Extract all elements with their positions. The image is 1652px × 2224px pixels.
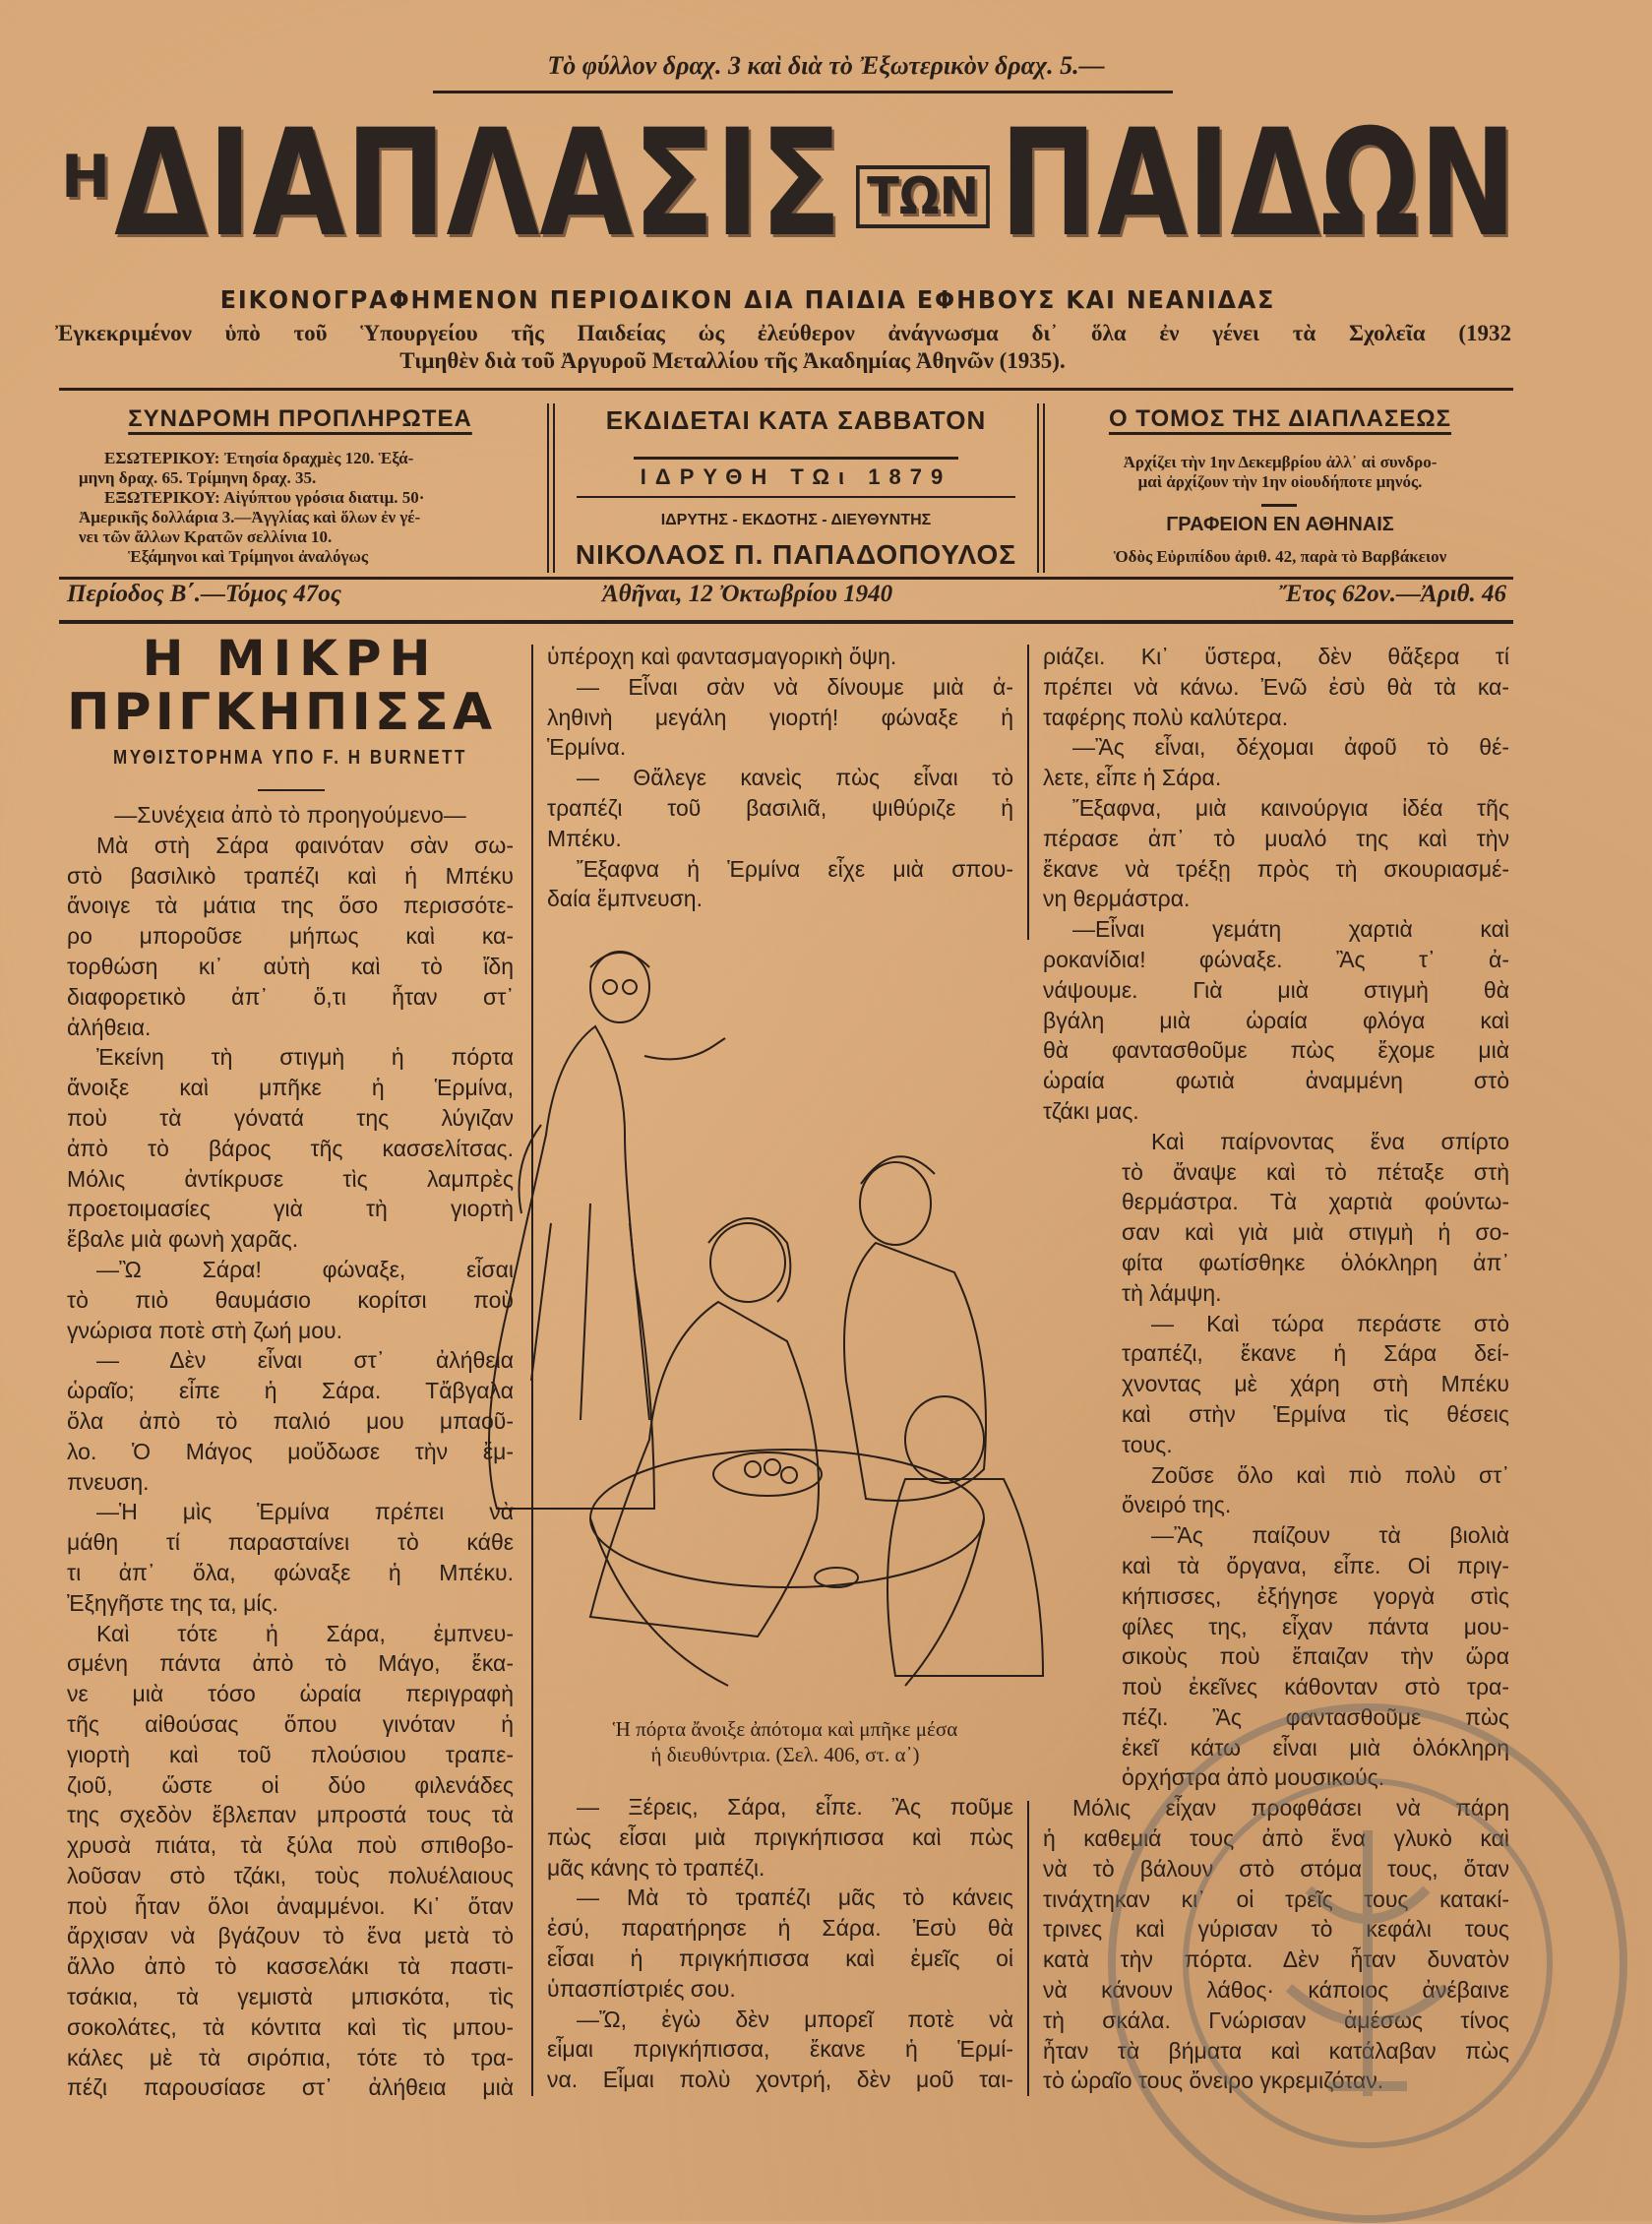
article-text-line: Καὶ τότε ἡ Σάρα, ἐμπνευ- — [96, 1620, 514, 1646]
seated-figure — [844, 1156, 1043, 1676]
article-text-line: τὸ ἄναψε καὶ τὸ πέταξε στὴ — [1122, 1158, 1509, 1185]
caption-line: Ἡ πόρτα ἄνοιξε ἀπότομα καὶ μπῆκε μέσα — [612, 1717, 958, 1741]
article-text-line: λο. Ὁ Μάγος μοὔδωσε τὴν ἔμ- — [67, 1438, 514, 1464]
article-text-line: —Ἂς παίζουν τὰ βιολιὰ — [1151, 1522, 1509, 1549]
article-text-line: να. Εἶμαι πολὺ χοντρή, δὲν μοῦ ται- — [547, 2067, 1013, 2093]
box-divider — [553, 403, 555, 573]
article-text-line: λετε, εἶπε ἡ Σάρα. — [1043, 765, 1222, 791]
article-text-line: πρέπει νὰ κάνω. Ἐνῶ ἐσὺ θὰ τὰ κα- — [1043, 673, 1509, 700]
article-text-line: — Μὰ τὸ τραπέζι μᾶς τὸ κάνεις — [577, 1884, 1013, 1911]
article-title-line1: Η ΜΙΚΡΗ — [142, 630, 439, 687]
article-text-line: μᾶς κάνης τὸ τραπέζι. — [547, 1854, 765, 1881]
article-text-line: σμένη πάντα ἀπὸ τὸ Μάγο, ἔκα- — [67, 1650, 514, 1677]
article-text-line: διαφορετικὸ ἀπ᾿ ὅ,τι ἦταν στ᾿ — [67, 983, 514, 1010]
article-text-line: τὸ ὡραῖο τους ὄνειρο γκρεμιζόταν. — [1043, 2068, 1384, 2094]
article-text-line: σικοὺς ποὺ ἔπαιζαν τὴν ὥρα — [1122, 1643, 1509, 1670]
office-title: ΓΡΑΦΕΙΟΝ ΕΝ ΑΘΗΝΑΙΣ — [1166, 514, 1394, 535]
article-text-line: —Ἂς εἶναι, δέχομαι ἀφοῦ τὸ θέ- — [1072, 734, 1509, 761]
article-text-line: ἡ καθεμιά τους ἀπὸ ἕνα γλυκὸ καὶ — [1043, 1825, 1509, 1852]
article-text-line: Ζοῦσε ὅλο καὶ πιὸ πολὺ στ᾿ — [1151, 1461, 1509, 1488]
article-text-line: τορθώση κι᾿ αὐτὴ καὶ τὸ ἴδη — [67, 953, 514, 979]
article-text-line: Ἔξαφνα, μιὰ καινούργια ἰδέα τῆς — [1072, 794, 1509, 821]
article-text-line: Μόλις εἶχαν προφθάσει νὰ πάρη — [1072, 1795, 1509, 1822]
caption-line: ἡ διευθύντρια. (Σελ. 406, στ. α᾿) — [650, 1743, 920, 1766]
article-text-line: ἄρχισαν νὰ βγάζουν τὸ ἕνα μετὰ τὸ — [67, 1923, 514, 1949]
issue-number: Ἔτος 62ον.—Ἀριθ. 46 — [1278, 581, 1506, 607]
article-text-line: ὄνειρό της. — [1122, 1492, 1232, 1518]
box-divider — [1037, 403, 1039, 573]
article-text-line: στὸ βασιλικὸ τραπέζι καὶ ἡ Μπέκυ — [67, 862, 514, 889]
issue-date: Ἀθῆναι, 12 Ὀκτωβρίου 1940 — [602, 581, 893, 607]
publisher-rule — [577, 496, 1015, 498]
publisher-box — [557, 405, 1035, 573]
header-rule — [59, 388, 1513, 391]
article-text-line: κατὰ τὴν πόρτα. Δὲν ἦταν δυνατὸν — [1043, 1946, 1509, 1973]
article-text-line: Ἑρμίνα. — [547, 734, 627, 761]
article-text-line: πέρασε ἀπ᾿ τὸ μυαλό της καὶ τὴν — [1043, 825, 1509, 851]
continued-note: —Συνέχεια ἀπὸ τὸ προηγούμενο— — [114, 802, 466, 828]
article-text-line: —Ὤ, ἐγὼ δὲν μπορεῖ ποτὲ νὰ — [577, 2006, 1013, 2032]
article-text-line: τὴ λάμψη. — [1122, 1279, 1222, 1306]
article-text-line: κήπισσες, ἐξήγησε γοργὰ στὶς — [1122, 1582, 1509, 1609]
column-rule — [1027, 645, 1029, 940]
info-rule-bottom — [59, 620, 1513, 624]
headmistress-figure — [489, 952, 725, 1509]
article-text-line: — Δὲν εἶναι στ᾿ ἀλήθεια — [96, 1347, 514, 1374]
article-text-line: ποὺ ἐκεῖνες κάθονταν στὸ τρα- — [1122, 1674, 1509, 1700]
article-text-line: δαία ἔμπνευση. — [547, 886, 703, 912]
article-column-2-top — [547, 642, 1013, 914]
volume-box — [1047, 405, 1513, 573]
article-text-line: προετοιμασίες γιὰ τὴ γιορτὴ — [67, 1196, 514, 1222]
article-text-line: ποὺ τὰ γόνατά της λύγιζαν — [67, 1104, 514, 1131]
article-text-line: ἀπὸ τὸ βάρος τῆς κασσελίτσας. — [67, 1135, 514, 1161]
article-text-line: Ἐκείνη τὴ στιγμὴ ἡ πόρτα — [96, 1044, 514, 1071]
article-text-line: — Θἄλεγε κανεὶς πὼς εἶναι τὸ — [577, 765, 1013, 791]
article-text-line: χρυσὰ πιάτα, τὰ ξύλα ποὺ σπιθοβο- — [67, 1832, 514, 1859]
article-text-line: τινάχτηκαν κι᾿ οἱ τρεῖς τους κατακί- — [1043, 1885, 1509, 1912]
article-text-line: φίλες της, εἶχαν πάντα μου- — [1122, 1613, 1509, 1639]
box-divider — [1043, 403, 1045, 573]
article-text-line: γιορτὴ καὶ τοῦ πλούσιου τραπε- — [67, 1741, 514, 1767]
article-text-line: ταφέρης πολὺ καλύτερα. — [1043, 704, 1289, 730]
article-column-1 — [67, 800, 514, 2103]
article-text-line: —Εἶναι γεμάτη χαρτιὰ καὶ — [1072, 916, 1509, 943]
article-text-line: τῆς αἰθούσας ὅπου γινόταν ἡ — [67, 1710, 514, 1737]
issue-period: Περίοδος Β΄.—Τόμος 47ος — [67, 581, 341, 607]
article-text-line: ὑπέροχη καὶ φαντασμαγορικὴ ὄψη. — [547, 644, 897, 669]
article-text-line: ἐσύ, παρατήρησε ἡ Σάρα. Ἐσὺ θὰ — [547, 1915, 1013, 1942]
article-column-2-bottom — [547, 1792, 1013, 2095]
price-line: Τὸ φύλλον δραχ. 3 καὶ διὰ τὸ Ἐξωτερικὸν δραχ. 5.— — [547, 51, 1105, 80]
article-text-line: ρο μποροῦσε μήπως καὶ κα- — [67, 923, 514, 950]
article-text-line: νε μιὰ τόσο ὡραία περιγραφὴ — [67, 1681, 514, 1707]
masthead-title-diaplasis: ΔΙΑΠΛΑΣΙΣ — [114, 98, 842, 270]
article-byline: ΜΥΘΙΣΤΟΡΗΜΑ ΥΠΟ F. H BURNETT — [113, 747, 467, 769]
approval-line: Ἐγκεκριμένον ὑπὸ τοῦ Ὑπουργείου τῆς Παιδείας ὡς ἐλεύθερον ἀνάγνωσμα δι᾿ ὅλα ἐν γένει τὰ Σχολεῖα (1932 — [55, 321, 1511, 345]
article-text-line: τι ἀπ᾿ ὅλα, φώναξε ἡ Μπέκυ. — [67, 1559, 514, 1585]
article-text-line: ὡραῖο; εἶπε ἡ Σάρα. Τἄβγαλα — [67, 1378, 514, 1404]
article-text-line: πὼς εἶσαι μιὰ πριγκήπισσα καὶ πὼς — [547, 1823, 1013, 1850]
article-text-line: της σχεδὸν ἔβλεπαν μπροστά τους τὰ — [67, 1802, 514, 1828]
article-text-line: ἦταν τὰ βήματα καὶ κατάλαβαν πὼς — [1043, 2037, 1509, 2064]
article-text-line: ἄλλο ἀπὸ τὸ κασσελάκι τὰ παστι- — [67, 1953, 514, 1980]
article-text-line: — Ξέρεις, Σάρα, εἶπε. Ἂς ποῦμε — [577, 1794, 1013, 1820]
article-text-line: ἀλήθεια. — [67, 1014, 152, 1040]
article-text-line: Ἐξηγῆστε της τα, μίς. — [67, 1589, 278, 1616]
publisher-role: ΙΔΡΥΤΗΣ - ΕΚΔΟΤΗΣ - ΔΙΕΥΘΥΝΤΗΣ — [660, 512, 932, 528]
article-text-line: νὰ κάνουν λάθος· κάποιος ἀνέβαινε — [1043, 1977, 1509, 2004]
info-rule-top — [59, 577, 1513, 580]
article-text-line: νὰ τὸ βάλουν στὸ στόμα τους, ὅταν — [1043, 1855, 1509, 1882]
volume-line: Ἀρχίζει τὴν 1ην Δεκεμβρίου ἀλλ᾿ αἱ συνδρο- — [1123, 453, 1438, 471]
illustration-caption — [539, 1716, 1031, 1767]
masthead-article: Η — [61, 143, 111, 212]
publisher-title: ΕΚΔΙΔΕΤΑΙ ΚΑΤΑ ΣΑΒΒΑΤΟΝ — [605, 405, 987, 435]
masthead-title-paidon: ΠΑΙΔΩΝ — [1000, 98, 1517, 270]
article-title-line2: ΠΡΙΓΚΗΠΙΣΣΑ — [67, 683, 497, 742]
article-text-line: καὶ τὰ ὄργανα, εἶπε. Οἱ πριγ- — [1122, 1552, 1509, 1578]
article-text-line: πνευση. — [67, 1468, 150, 1495]
article-text-line: —Ἡ μὶς Ἑρμίνα πρέπει νὰ — [96, 1499, 514, 1525]
article-text-line: νάψουμε. Γιὰ μιὰ στιγμὴ θὰ — [1043, 976, 1509, 1003]
article-text-line: γνώρισα ποτὲ στὴ ζωή μου. — [67, 1317, 342, 1343]
article-text-line: τραπέζι, ἔκανε ἡ Σάρα δεί- — [1122, 1340, 1509, 1367]
article-text-line: θερμάστρα. Τὰ χαρτιὰ φούντω- — [1122, 1189, 1509, 1215]
article-text-line: ποὺ ἦταν ὅλοι ἀναμμένοι. Κι᾿ ὅταν — [67, 1892, 514, 1919]
article-text-line: εἶσαι ἡ πριγκήπισσα καὶ ἐμεῖς οἱ — [547, 1945, 1013, 1971]
price-rule — [433, 91, 1173, 93]
article-text-line: τσάκια, τὰ γεμιστὰ μπισκότα, τὶς — [67, 1984, 514, 2010]
article-text-line: ζιοῦ, ὥστε οἱ δύο φιλενάδες — [67, 1771, 514, 1798]
article-text-line: ἔβαλε μιὰ φωνὴ χαρᾶς. — [67, 1226, 299, 1253]
article-text-line: πέζι παρουσίασε στ᾿ ἀλήθεια μιὰ — [67, 2074, 514, 2101]
article-text-line: Μὰ στὴ Σάρα φαινόταν σὰν σω- — [96, 832, 514, 858]
article-text-line: ὀρχήστρα ἀπὸ μουσικούς. — [1122, 1764, 1385, 1791]
article-text-line: τους. — [1122, 1431, 1173, 1457]
article-text-line: σαν καὶ γιὰ μιὰ στιγμὴ ἡ σο- — [1122, 1219, 1509, 1246]
article-text-line: κάλες μὲ τὰ σιρόπια, τότε τὸ τρα- — [67, 2044, 514, 2070]
article-text-line: τζάκι μας. — [1043, 1097, 1139, 1124]
subtitle: ΕΙΚΟΝΟΓΡΑΦΗΜΕΝΟΝ ΠΕΡΙΟΔΙΚΟΝ ΔΙΑ ΠΑΙΔΙΑ ΕΦΗΒΟΥΣ ΚΑΙ ΝΕΑΝΙΔΑΣ — [219, 285, 1276, 314]
article-text-line: σοκολάτες, τὰ κόντιτα καὶ τὶς μπου- — [67, 2013, 514, 2040]
founded-year: ΙΔΡΥΘΗ ΤΩι 1879 — [640, 464, 952, 489]
article-text-line: ἄνοιξε καὶ μπῆκε ἡ Ἑρμίνα, — [67, 1075, 514, 1101]
article-text-line: Μπέκυ. — [547, 825, 622, 851]
masthead-title-ton: ΤΩΝ — [856, 165, 990, 228]
article-text-line: ἄνοιγε τὰ μάτια της ὅσο περισσότε- — [67, 893, 514, 919]
article-text-line: βγάλη μιὰ ὡραία φλόγα καὶ — [1043, 1007, 1509, 1033]
volume-title: Ο ΤΟΜΟΣ ΤΗΣ ΔΙΑΠΛΑΣΕΩΣ — [1108, 405, 1452, 432]
story-illustration — [482, 928, 1112, 1707]
article-text-line: ὑπασπίστριές σου. — [547, 1975, 736, 2002]
article-text-line: ριάζει. Κι᾿ ὕστερα, δὲν θἄξερα τί — [1043, 644, 1509, 669]
subscription-line: Ἀμερικῆς δολλάρια 3.—Ἀγγλίας καὶ ὅλων ἐν γέ- — [79, 508, 421, 526]
archive-stamp — [1092, 1693, 1643, 2224]
volume-line: μαὶ ἀρχίζουν τὴν 1ην οἱουδήποτε μηνός. — [1137, 472, 1423, 491]
subscription-box — [65, 405, 535, 573]
article-text-line: νη θερμάστρα. — [1043, 886, 1191, 912]
article-text-line: ἐκεῖ κάτω εἶναι μιὰ ὁλόκληρη — [1122, 1734, 1509, 1761]
publisher-rule — [634, 457, 958, 460]
article-text-line: φίτα φωτίσθηκε ὁλόκληρη ἀπ᾿ — [1122, 1249, 1509, 1275]
article-text-line: τὸ πιὸ θαυμάσιο κορίτσι ποὺ — [67, 1286, 514, 1313]
subscription-line: μηνη δραχ. 65. Τρίμηνη δραχ. 35. — [79, 468, 317, 487]
article-text-line: τραπέζι τοῦ βασιλιᾶ, ψιθύριζε ἡ — [547, 794, 1013, 821]
article-text-line: θὰ φαντασθοῦμε πὼς ἔχομε μιὰ — [1043, 1037, 1509, 1064]
article-text-line: χνοντας μὲ χάρη στὴ Μπέκυ — [1122, 1371, 1509, 1397]
column-rule — [1027, 1801, 1029, 2096]
subscription-line: ΕΣΩΤΕΡΙΚΟΥ: Ἐτησία δραχμὲς 120. Ἑξά- — [104, 449, 414, 467]
article-text-line: ροκανίδια! φώναξε. Ἂς τ᾿ ἀ- — [1043, 946, 1509, 972]
article-text-line: τὴ σκάλα. Γνώρισαν ἀμέσως τίνος — [1043, 2007, 1509, 2033]
article-text-line: εἶμαι πριγκήπισσα, ἔκανε ἡ Ἑρμί- — [547, 2036, 1013, 2063]
article-text-line: ὅλα ἀπὸ τὸ παλιό μου μπαοῦ- — [67, 1407, 514, 1434]
article-text-line: πέζι. Ἂς φαντασθοῦμε πὼς — [1122, 1703, 1509, 1730]
subscription-title: ΣΥΝΔΡΟΜΗ ΠΡΟΠΛΗΡΩΤΕΑ — [128, 405, 472, 432]
subscription-line: νει τῶν ἄλλων Κρατῶν σελλίνια 10. — [79, 527, 333, 546]
article-text-line: —Ὢ Σάρα! φώναξε, εἶσαι — [96, 1256, 514, 1282]
article-text-line: ὡραία φωτιὰ ἀναμμένη στὸ — [1043, 1068, 1509, 1094]
article-text-line: Μόλις ἀντίκρυσε τὶς λαμπρὲς — [67, 1165, 514, 1192]
article-text-line: μάθη τί παρασταίνει τὸ κάθε — [67, 1529, 514, 1556]
article-text-line: ἔκανε νὰ τρέξῃ πρὸς τὴ σκουριασμέ- — [1043, 855, 1509, 882]
article-text-line: — Καὶ τώρα περάστε στὸ — [1151, 1310, 1509, 1336]
article-text-line: — Εἶναι σὰν νὰ δίνουμε μιὰ ἀ- — [577, 673, 1013, 700]
box-divider — [547, 403, 549, 573]
byline-rule — [258, 789, 325, 791]
article-text-line: τρινες καὶ γύρισαν τὸ κεφάλι τους — [1043, 1916, 1509, 1943]
volume-dash — [1261, 504, 1297, 507]
article-text-line: λοῦσαν στὸ τζάκι, τοὺς πολυέλαιους — [67, 1862, 514, 1888]
girl-figure — [590, 1218, 819, 1637]
article-text-line: ληθινὴ μεγάλη γιορτή! φώναξε ἡ — [547, 704, 1013, 730]
office-address: Ὁδὸς Εὐριπίδου ἀριθ. 42, παρὰ τὸ Βαρβάκειον — [1113, 547, 1447, 566]
award-line: Τιμηθὲν διὰ τοῦ Ἀργυροῦ Μεταλλίου τῆς Ἀκαδημίας Ἀθηνῶν (1935). — [399, 348, 1066, 373]
article-text-line: Καὶ παίρνοντας ἕνα σπίρτο — [1151, 1128, 1509, 1154]
publisher-name: ΝΙΚΟΛΑΟΣ Π. ΠΑΠΑΔΟΠΟΥΛΟΣ — [575, 539, 1017, 570]
article-text-line: Ἔξαφνα ἡ Ἑρμίνα εἶχε μιὰ σπου- — [577, 855, 1013, 882]
subscription-line: ΕΞΩΤΕΡΙΚΟΥ: Αἰγύπτου γρόσια διατιμ. 50· — [104, 488, 425, 507]
article-text-line: καὶ στὴν Ἑρμίνα τὶς θέσεις — [1122, 1400, 1509, 1427]
subscription-line: Ἑξάμηνοι καὶ Τρίμηνοι ἀναλόγως — [128, 547, 369, 566]
table-with-food — [590, 1450, 984, 1686]
